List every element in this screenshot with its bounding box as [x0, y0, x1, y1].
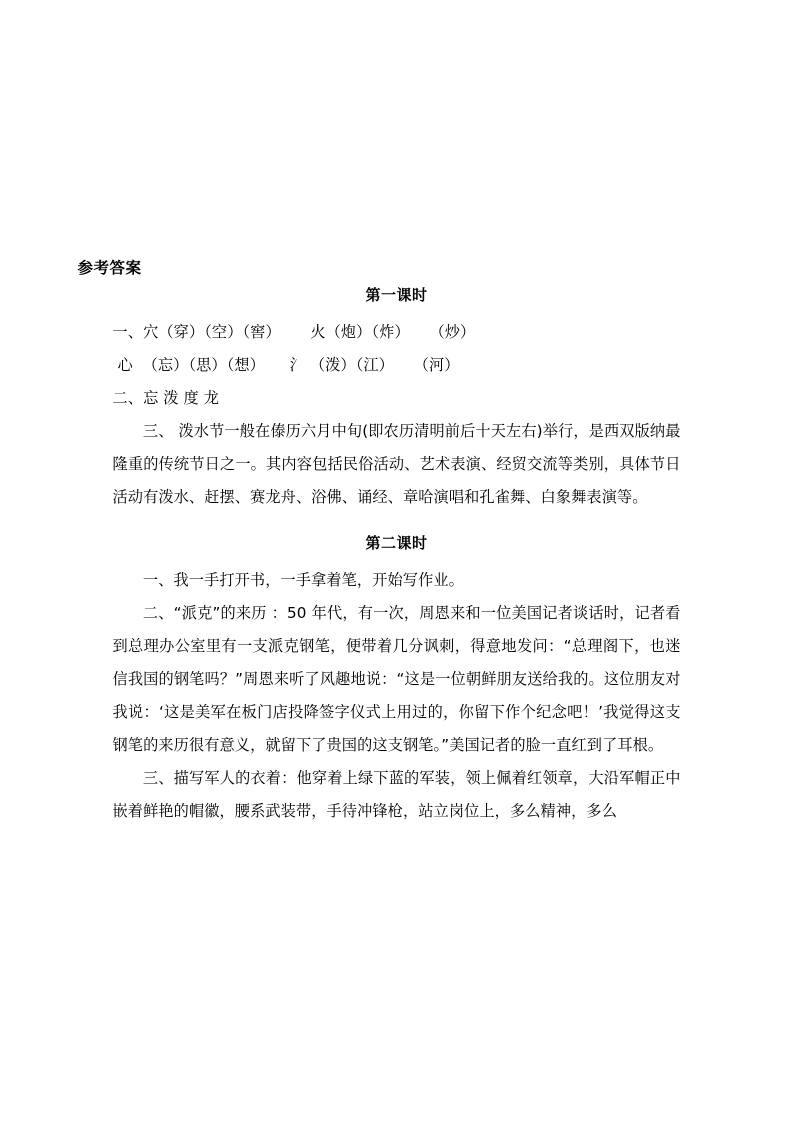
lesson1-answer-line-1: 一、穴（穿）（空）（窖） 火（炮）（炸） （炒）: [112, 323, 476, 341]
lesson2-heading: 第二课时: [365, 534, 428, 552]
spacer-before-lesson1: [113, 258, 681, 284]
page-top-margin: [0, 0, 793, 258]
lesson1-answer-line-2: 心 （忘）（思）（想） 氵 （泼）（江） （河）: [112, 356, 460, 374]
lesson1-heading: 第一课时: [365, 286, 428, 304]
lesson1-answer-line-3: 二、忘 泼 度 龙: [112, 389, 220, 407]
page-title: 参考答案: [77, 259, 142, 277]
spacer-after-lesson1-heading: [113, 306, 681, 316]
lesson1-question-3-answer: 三、 泼水节一般在傣历六月中旬(即农历清明前后十天左右)举行，是西双版纳最隆重的传统节日之一。其内容包括民俗活动、艺术表演、经贸交流等类别，具体节日活动有泼水、赶摆、赛龙舟、浴佛、诵经、章哈演唱和孔雀舞、白象舞表演等。: [112, 422, 681, 506]
spacer-before-lesson2: [113, 514, 681, 532]
spacer-after-lesson2-heading: [113, 554, 681, 564]
lesson2-question-2-answer: 二、“派克”的来历 ：50 年代，有一次，周恩来和一位美国记者谈话时，记者看到总理办公室里有一支派克钢笔，便带着几分讽刺，得意地发问：“总理阁下，也迷信我国的钢笔吗？”周恩来听了风趣地说：“这是一位朝鲜朋友送给我的。这位朋友对我说：‘这是美军在板门店投降签字仪式上用过的，你留下作个纪念吧！’我觉得这支钢笔的来历很有意义，就留下了贵国的这支钢笔。”美国记者的脸一直红到了耳根。: [112, 604, 681, 754]
lesson2-question-1-answer: 一、我一手打开书，一手拿着笔，开始写作业。: [142, 571, 464, 589]
document-content: [77, 258, 681, 828]
lesson2-question-3-answer: 三、描写军人的衣着：他穿着上绿下蓝的军装，领上佩着红领章，大沿军帽正中嵌着鲜艳的帽徽，腰系武装带，手待冲锋枪，站立岗位上，多么精神，多么: [112, 769, 681, 820]
